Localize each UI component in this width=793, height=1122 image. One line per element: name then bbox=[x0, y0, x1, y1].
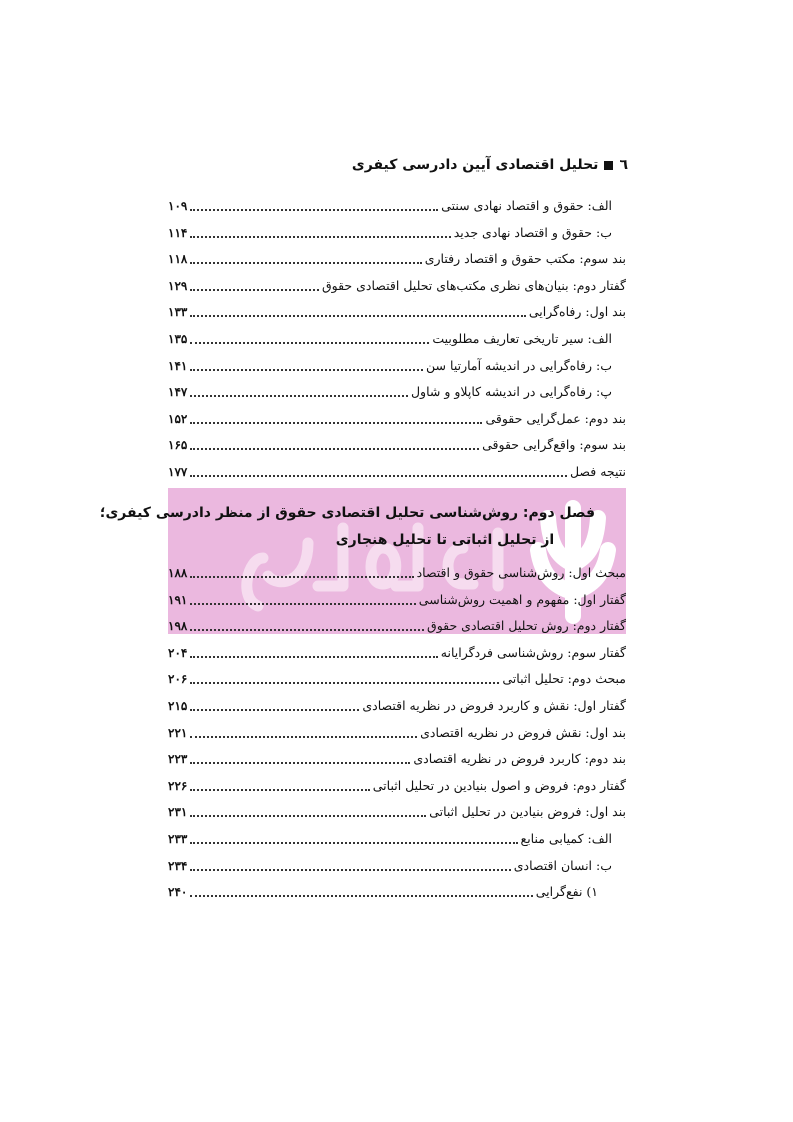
toc-entry-page-number: ۱۶۵ bbox=[168, 438, 188, 453]
toc-entry-dot-leader bbox=[190, 789, 369, 791]
toc-entry[interactable] bbox=[168, 409, 626, 429]
toc-entry-page-number: ۱۹۱ bbox=[168, 592, 188, 607]
toc-entry[interactable] bbox=[168, 249, 626, 269]
toc-entry[interactable] bbox=[168, 802, 626, 822]
toc-entry-page-number: ۲۳۳ bbox=[168, 832, 188, 846]
toc-entry-dot-leader bbox=[190, 475, 567, 477]
toc-entry-title: الف: سیر تاریخی تعاریف مطلوبیت bbox=[432, 331, 612, 346]
toc-entry[interactable] bbox=[168, 829, 626, 849]
toc-entry-page-number: ۱۱۸ bbox=[168, 252, 188, 267]
toc-entry-page-number: ۱۵۲ bbox=[168, 411, 188, 426]
toc-entry-dot-leader bbox=[190, 682, 499, 684]
toc-entry-dot-leader bbox=[190, 709, 359, 711]
toc-entry-page-number: ۱۴۱ bbox=[168, 358, 188, 373]
toc-entry[interactable] bbox=[168, 696, 626, 716]
toc-entry[interactable] bbox=[168, 382, 626, 402]
toc-entry[interactable] bbox=[168, 856, 626, 876]
toc-entry[interactable] bbox=[168, 723, 626, 743]
toc-entry-title: الف: حقوق و اقتصاد نهادی سنتی bbox=[441, 198, 612, 213]
toc-entry[interactable] bbox=[168, 590, 626, 610]
toc-entry-page-number: ۲۴۰ bbox=[168, 885, 188, 900]
toc-entry-title: بند اول: رفاه‌گرایی bbox=[528, 304, 626, 320]
toc-entry[interactable] bbox=[168, 435, 626, 455]
toc-entry[interactable] bbox=[168, 616, 626, 636]
toc-entry-title: گفتار سوم: روش‌شناسی فردگرایانه bbox=[440, 644, 626, 660]
toc-entry[interactable] bbox=[168, 276, 626, 296]
toc-entry-page-number: ۲۲۳ bbox=[168, 752, 188, 767]
toc-entry-page-number: ۲۳۱ bbox=[168, 805, 188, 820]
toc-entry-title: پ: رفاه‌گرایی در اندیشه کاپلاو و شاول bbox=[410, 384, 612, 400]
toc-entry[interactable] bbox=[168, 462, 626, 482]
toc-entry[interactable] bbox=[168, 669, 626, 689]
toc-entry[interactable] bbox=[168, 302, 626, 322]
toc-entry-dot-leader bbox=[190, 448, 479, 450]
toc-entry-title: بند دوم: کاربرد فروض در نظریه اقتصادی bbox=[413, 751, 626, 767]
toc-entry[interactable] bbox=[168, 196, 626, 216]
toc-entry-dot-leader bbox=[190, 869, 510, 871]
toc-entry-dot-leader bbox=[190, 895, 532, 897]
toc-entry-dot-leader bbox=[190, 815, 426, 817]
toc-entry-title: ب: انسان اقتصادی bbox=[513, 857, 612, 873]
toc-entry[interactable] bbox=[168, 329, 626, 349]
toc-entry-dot-leader bbox=[190, 603, 415, 605]
toc-entry-page-number: ۱۰۹ bbox=[168, 199, 188, 213]
toc-entry-dot-leader bbox=[190, 629, 424, 631]
toc-entry-page-number: ۱۸۸ bbox=[168, 566, 188, 580]
toc-entry[interactable] bbox=[168, 776, 626, 796]
toc-entry-dot-leader bbox=[190, 315, 526, 317]
toc-entry-dot-leader bbox=[190, 342, 429, 344]
toc-entry-dot-leader bbox=[190, 576, 413, 578]
toc-entry-dot-leader bbox=[190, 736, 417, 738]
toc-entry-title: بند سوم: مکتب حقوق و اقتصاد رفتاری bbox=[424, 251, 626, 267]
toc-entry-dot-leader bbox=[190, 236, 450, 238]
toc-entry-title: مبحث اول: روش‌شناسی حقوق و اقتصاد bbox=[416, 565, 626, 580]
toc-entry[interactable] bbox=[168, 749, 626, 769]
toc-entry-dot-leader bbox=[190, 289, 319, 291]
toc-entry-page-number: ۲۰۶ bbox=[168, 672, 188, 687]
toc-entry[interactable] bbox=[168, 356, 626, 376]
toc-entry-title: گفتار دوم: بنیان‌های نظری مکتب‌های تحلیل اقتصادی حقوق bbox=[321, 277, 626, 293]
toc-entry-page-number: ۱۳۵ bbox=[168, 332, 188, 346]
toc-entry-title: گفتار دوم: روش تحلیل اقتصادی حقوق bbox=[427, 618, 626, 634]
toc-entry-page-number: ۱۱۴ bbox=[168, 225, 188, 240]
chapter-heading-line-1: فصل دوم: روش‌شناسی تحلیل اقتصادی حقوق از منظر دادرسی کیفری؛ bbox=[99, 505, 595, 521]
toc-entry-title: گفتار دوم: فروض و اصول بنیادین در تحلیل اثباتی bbox=[372, 777, 626, 793]
toc-entry-page-number: ۱۴۷ bbox=[168, 385, 188, 400]
chapter-heading-line-2: از تحلیل اثباتی تا تحلیل هنجاری bbox=[335, 532, 555, 548]
toc-entry-page-number: ۱۳۳ bbox=[168, 305, 188, 320]
toc-entry-dot-leader bbox=[190, 842, 517, 844]
toc-entry[interactable] bbox=[168, 563, 626, 583]
toc-entry-title: ب: حقوق و اقتصاد نهادی جدید bbox=[453, 224, 612, 240]
toc-entry-dot-leader bbox=[190, 395, 408, 397]
toc-entry-page-number: ۲۱۵ bbox=[168, 699, 188, 713]
toc-entry-dot-leader bbox=[190, 422, 482, 424]
toc-entry-page-number: ۲۰۴ bbox=[168, 645, 188, 660]
toc-entry-page-number: ۲۲۱ bbox=[168, 725, 188, 740]
toc-entry-dot-leader bbox=[190, 369, 423, 371]
toc-entry-title: ۱) نفع‌گرایی bbox=[535, 884, 598, 900]
toc-entry-title: ب: رفاه‌گرایی در اندیشه آمارتیا سن bbox=[426, 357, 612, 373]
toc-entry-dot-leader bbox=[190, 656, 437, 658]
header-title: تحلیل اقتصادی آیین دادرسی کیفری bbox=[351, 157, 599, 173]
toc-entry-page-number: ۲۲۶ bbox=[168, 778, 188, 793]
toc-entry-page-number: ۱۷۷ bbox=[168, 465, 188, 479]
toc-entry-title: گفتار اول: نقش و کاربرد فروض در نظریه اقتصادی bbox=[362, 698, 626, 713]
toc-entry-dot-leader bbox=[190, 762, 410, 764]
toc-entry-title: نتیجه فصل bbox=[569, 464, 626, 479]
toc-entry[interactable] bbox=[168, 223, 626, 243]
toc-entry-dot-leader bbox=[190, 262, 421, 264]
toc-entry-page-number: ۱۹۸ bbox=[168, 619, 188, 634]
toc-entry[interactable] bbox=[168, 643, 626, 663]
toc-entry-title: بند اول: فروض بنیادین در تحلیل اثباتی bbox=[429, 804, 626, 820]
toc-entry-title: الف: کمیابی منابع bbox=[520, 831, 612, 846]
toc-entry-title: مبحث دوم: تحلیل اثباتی bbox=[502, 671, 626, 687]
toc-entry-title: بند دوم: عمل‌گرایی حقوقی bbox=[485, 410, 626, 426]
toc-entry-title: بند سوم: واقع‌گرایی حقوقی bbox=[482, 437, 626, 453]
toc-entry-page-number: ۱۲۹ bbox=[168, 278, 188, 293]
toc-entry-title: بند اول: نقش فروض در نظریه اقتصادی bbox=[420, 724, 626, 740]
toc-entry[interactable] bbox=[168, 882, 626, 902]
header-page-number: ٦ bbox=[619, 157, 628, 173]
toc-entry-title: گفتار اول: مفهوم و اهمیت روش‌شناسی bbox=[418, 591, 626, 607]
toc-entry-page-number: ۲۳۴ bbox=[168, 858, 188, 873]
toc-entry-dot-leader bbox=[190, 209, 438, 211]
